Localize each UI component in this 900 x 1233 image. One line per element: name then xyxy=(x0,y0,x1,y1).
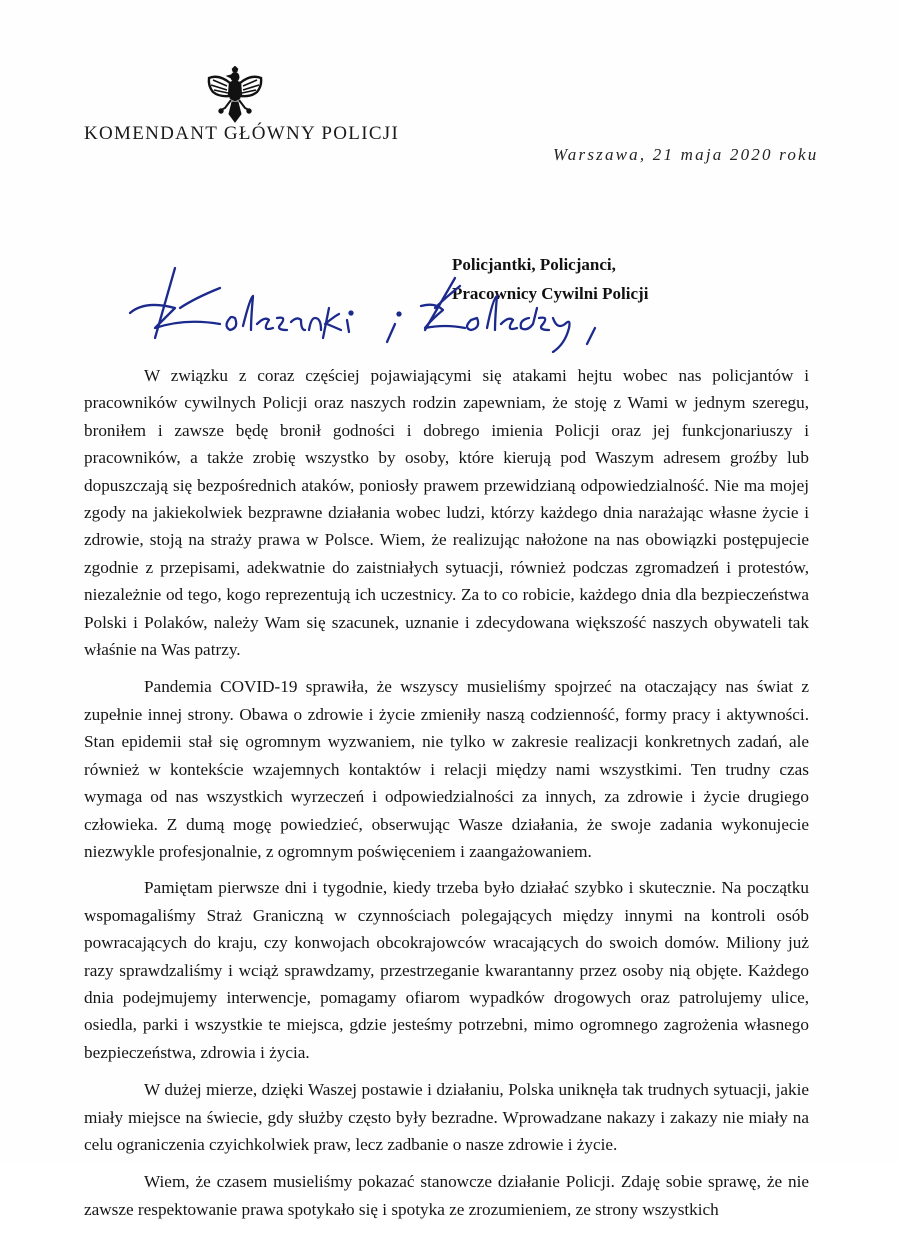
addressee-line-2: Pracownicy Cywilni Policji xyxy=(452,284,649,303)
handwritten-salutation xyxy=(125,258,705,353)
letter-date: Warszawa, 21 maja 2020 roku xyxy=(553,145,819,164)
body-paragraph: Wiem, że czasem musieliśmy pokazać stanowcze działanie Policji. Zdaję sobie sprawę, że nie zawsze respektowanie prawa spotykało się i spotyka ze zrozumieniem, ze strony wszystkich xyxy=(84,1172,809,1219)
body-paragraph: Pamiętam pierwsze dni i tygodnie, kiedy trzeba było działać szybko i skutecznie. Na początku wspomagaliśmy Straż Graniczną w czynnościach polegających między innymi na kontroli osób powracających do kraju, czy konwojach obcokrajowców wracających do swoich domów. Miliony już razy sprawdzaliśmy i wciąż sprawdzamy, przestrzeganie kwarantanny przez osoby nią objęte. Każdego dnia podejmujemy interwencje, pomagamy ofiarom wypadków drogowych oraz patrolujemy ulice, osiedla, parki i wszystkie te miejsca, gdzie jesteśmy potrzebni, mimo ogromnego zagrożenia własnego bezpieczeństwa, zdrowia i życia. xyxy=(84,878,809,1062)
institution-header: KOMENDANT GŁÓWNY POLICJI xyxy=(84,123,400,144)
body-paragraph: W związku z coraz częściej pojawiającymi się atakami hejtu wobec nas policjantów i pracowników cywilnych Policji oraz naszych rodzin zapewniam, że stoję z Wami w jednym szeregu, broniłem i zawsze będę bronił godności i dobrego imienia Policji oraz jej funkcjonariuszy i pracowników, a także zrobię wszystko by osoby, które kierują pod Waszym adresem groźby lub dopuszczają się bezpośrednich ataków, poniosły prawem przewidzianą odpowiedzialność. Nie ma mojej zgody na jakiekolwiek bezprawne działania wobec ludzi, którzy każdego dnia narażając własne życie i zdrowie, stoją na straży prawa w Polsce. Wiem, że realizując nałożone na nas obowiązki postępujecie zgodnie z przepisami, adekwatnie do zaistniałych sytuacji, również podczas zgromadzeń i protestów, niezależnie od tego, kogo reprezentują ich uczestnicy. Za to co robicie, każdego dnia dla bezpieczeństwa Polski i Polaków, należy Wam się szacunek, uznanie i zdecydowana większość naszych obywateli tak właśnie na Was patrzy. xyxy=(84,366,809,660)
body-paragraph: W dużej mierze, dzięki Waszej postawie i działaniu, Polska uniknęła tak trudnych sytuacji, jakie miały miejsce na świecie, gdy służby często były bezradne. Wprowadzane nakazy i zakazy nie miały na celu ograniczenia czyichkolwiek praw, lecz zadbanie o nasze zdrowie i życie. xyxy=(84,1080,809,1154)
letter-body xyxy=(84,362,809,1233)
body-paragraph: Pandemia COVID-19 sprawiła, że wszyscy musieliśmy spojrzeć na otaczający nas świat z zupełnie innej strony. Obawa o zdrowie i życie zmieniły naszą codzienność, formy pracy i aktywności. Stan epidemii stał się ogromnym wyzwaniem, nie tylko w zakresie realizacji konkretnych zadań, ale również w kontekście wzajemnych kontaktów i relacji między nami wszystkimi. Ten trudny czas wymaga od nas wszystkich wyrzeczeń i odpowiedzialności za innych, za zdrowie i życie drugiego człowieka. Z dumą mogę powiedzieć, obserwując Wasze działania, że swoje zadania wykonujecie niezwykle profesjonalnie, z ogromnym poświęceniem i zaangażowaniem. xyxy=(84,677,809,861)
polish-eagle-emblem-icon xyxy=(205,66,265,124)
addressee-line-1: Policjantki, Policjanci, xyxy=(452,255,616,274)
